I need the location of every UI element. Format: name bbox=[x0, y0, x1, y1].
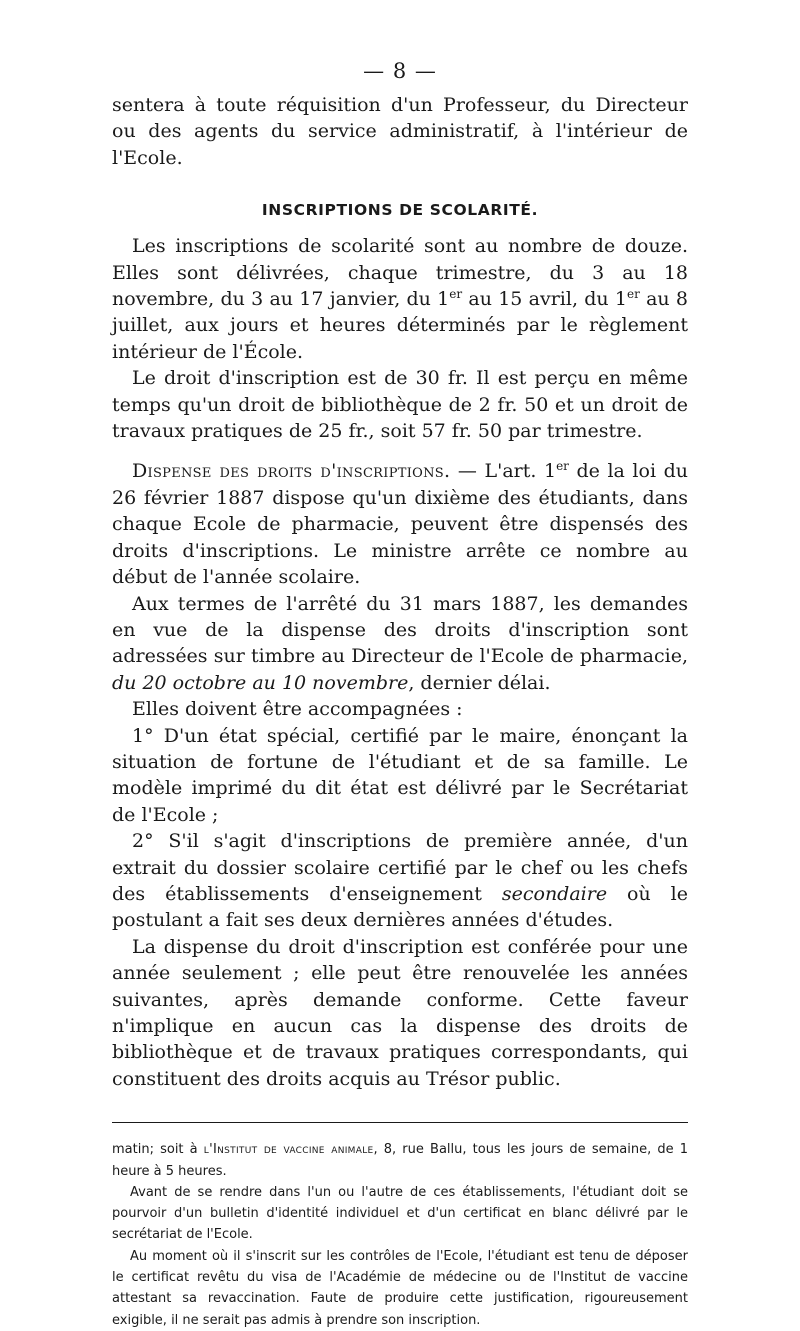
inscriptions-paragraph-2: Le droit d'inscription est de 30 fr. Il est perçu en même temps qu'un droit de bibliothèque de 2 fr. 50 et un droit de travaux pratiques de 25 fr., soit 57 fr. 50 par trimestre. bbox=[112, 367, 688, 443]
continuation-paragraph: sentera à toute réquisition d'un Professeur, du Directeur ou des agents du service administratif, à l'intérieur de l'Ecole. bbox=[112, 94, 688, 169]
dispense-item-2 bbox=[112, 828, 688, 934]
spacer bbox=[112, 444, 688, 458]
dispense-item-1: 1° D'un état spécial, certifié par le maire, énonçant la situation de fortune de l'étudiant et de sa famille. Le modèle imprimé du dit état est délivré par le Secrétariat de l'Ecole ; bbox=[112, 724, 688, 826]
dispense-subheading: Dispense des droits d'inscriptions. bbox=[132, 460, 451, 483]
text-run: Aux termes de l'arrêté du 31 mars 1887, les demandes en vue de la dispense des droits d'inscription sont adressées sur timbre au Directeur de l'Ecole de pharmacie, bbox=[112, 592, 688, 668]
text-run: matin; soit à bbox=[112, 1142, 204, 1158]
section-heading: INSCRIPTIONS DE SCOLARITÉ. bbox=[261, 201, 539, 220]
text-run: Les inscriptions de scolarité sont au nombre de douze. Elles sont délivrées, chaque trimestre, du 3 au 18 novembre, du 3 au 17 janvier, du 1 bbox=[112, 235, 688, 311]
body-text bbox=[112, 92, 688, 1092]
secondaire-italic: secondaire bbox=[501, 882, 608, 905]
inscriptions-paragraph-1 bbox=[112, 233, 688, 365]
footnote-3: Au moment où il s'inscrit sur les contrôles de l'Ecole, l'étudiant est tenu de déposer le certificat revêtu du visa de l'Académie de médecine ou de l'Institut de vaccine attestant sa revaccination. Faute de produire cette justification, rigoureusement exigible, il ne serait pas admis à prendre son inscription. bbox=[112, 1248, 688, 1328]
text-run: , 8, rue Ballu, tous les jours de semaine, de 1 heure à 5 heures. bbox=[112, 1142, 688, 1179]
page-number: — 8 — bbox=[363, 59, 437, 83]
text-run: au 15 avril, du 1 bbox=[462, 288, 627, 311]
text-run: 2° S'il s'agit d'inscriptions de première année, d'un extrait du dossier scolaire certifié par le chef ou les chefs des établissements d'enseignement bbox=[112, 830, 688, 905]
text-run: où le postulant a fait ses deux dernières années d'études. bbox=[112, 882, 688, 932]
superscript: er bbox=[626, 287, 640, 302]
superscript: er bbox=[556, 459, 569, 474]
text-run: L'art. 1 bbox=[484, 460, 557, 483]
text-run: de la loi du 26 février 1887 dispose qu'un dixième des étudiants, dans chaque Ecole de pharmacie, peuvent être dispensés des droits d'inscriptions. Le ministre arrête ce nombre au début de l'année scolaire. bbox=[112, 460, 688, 589]
dispense-paragraph-1 bbox=[112, 458, 688, 590]
dispense-paragraph-3: Elles doivent être accompagnées : bbox=[132, 698, 463, 721]
institute-name: l'Institut de vaccine animale bbox=[203, 1142, 374, 1158]
text-run: — bbox=[450, 460, 485, 483]
superscript: er bbox=[449, 287, 463, 302]
deadline-italic: du 20 octobre au 10 novembre bbox=[112, 671, 409, 694]
dispense-paragraph-2 bbox=[112, 591, 688, 697]
dispense-paragraph-4: La dispense du droit d'inscription est conférée pour une année seulement ; elle peut être renouvelée les années suivantes, après demande conforme. Cette faveur n'implique en aucun cas la dispense des droits de bibliothèque et de travaux pratiques correspondants, qui constituent des droits acquis au Trésor public. bbox=[112, 935, 688, 1090]
text-run: au 8 juillet, aux jours et heures déterminés par le règlement intérieur de l'École. bbox=[112, 288, 688, 363]
text-run: , dernier délai. bbox=[408, 671, 551, 694]
footnote-1 bbox=[112, 1139, 688, 1182]
footnote-2: Avant de se rendre dans l'un ou l'autre de ces établissements, l'étudiant doit se pourvoir d'un bulletin d'identité individuel et d'un certificat en blanc délivré par le secrétariat de l'Ecole. bbox=[112, 1184, 688, 1243]
footnote-rule bbox=[112, 1122, 688, 1123]
document-page bbox=[112, 58, 688, 1331]
footnotes bbox=[112, 1139, 688, 1331]
